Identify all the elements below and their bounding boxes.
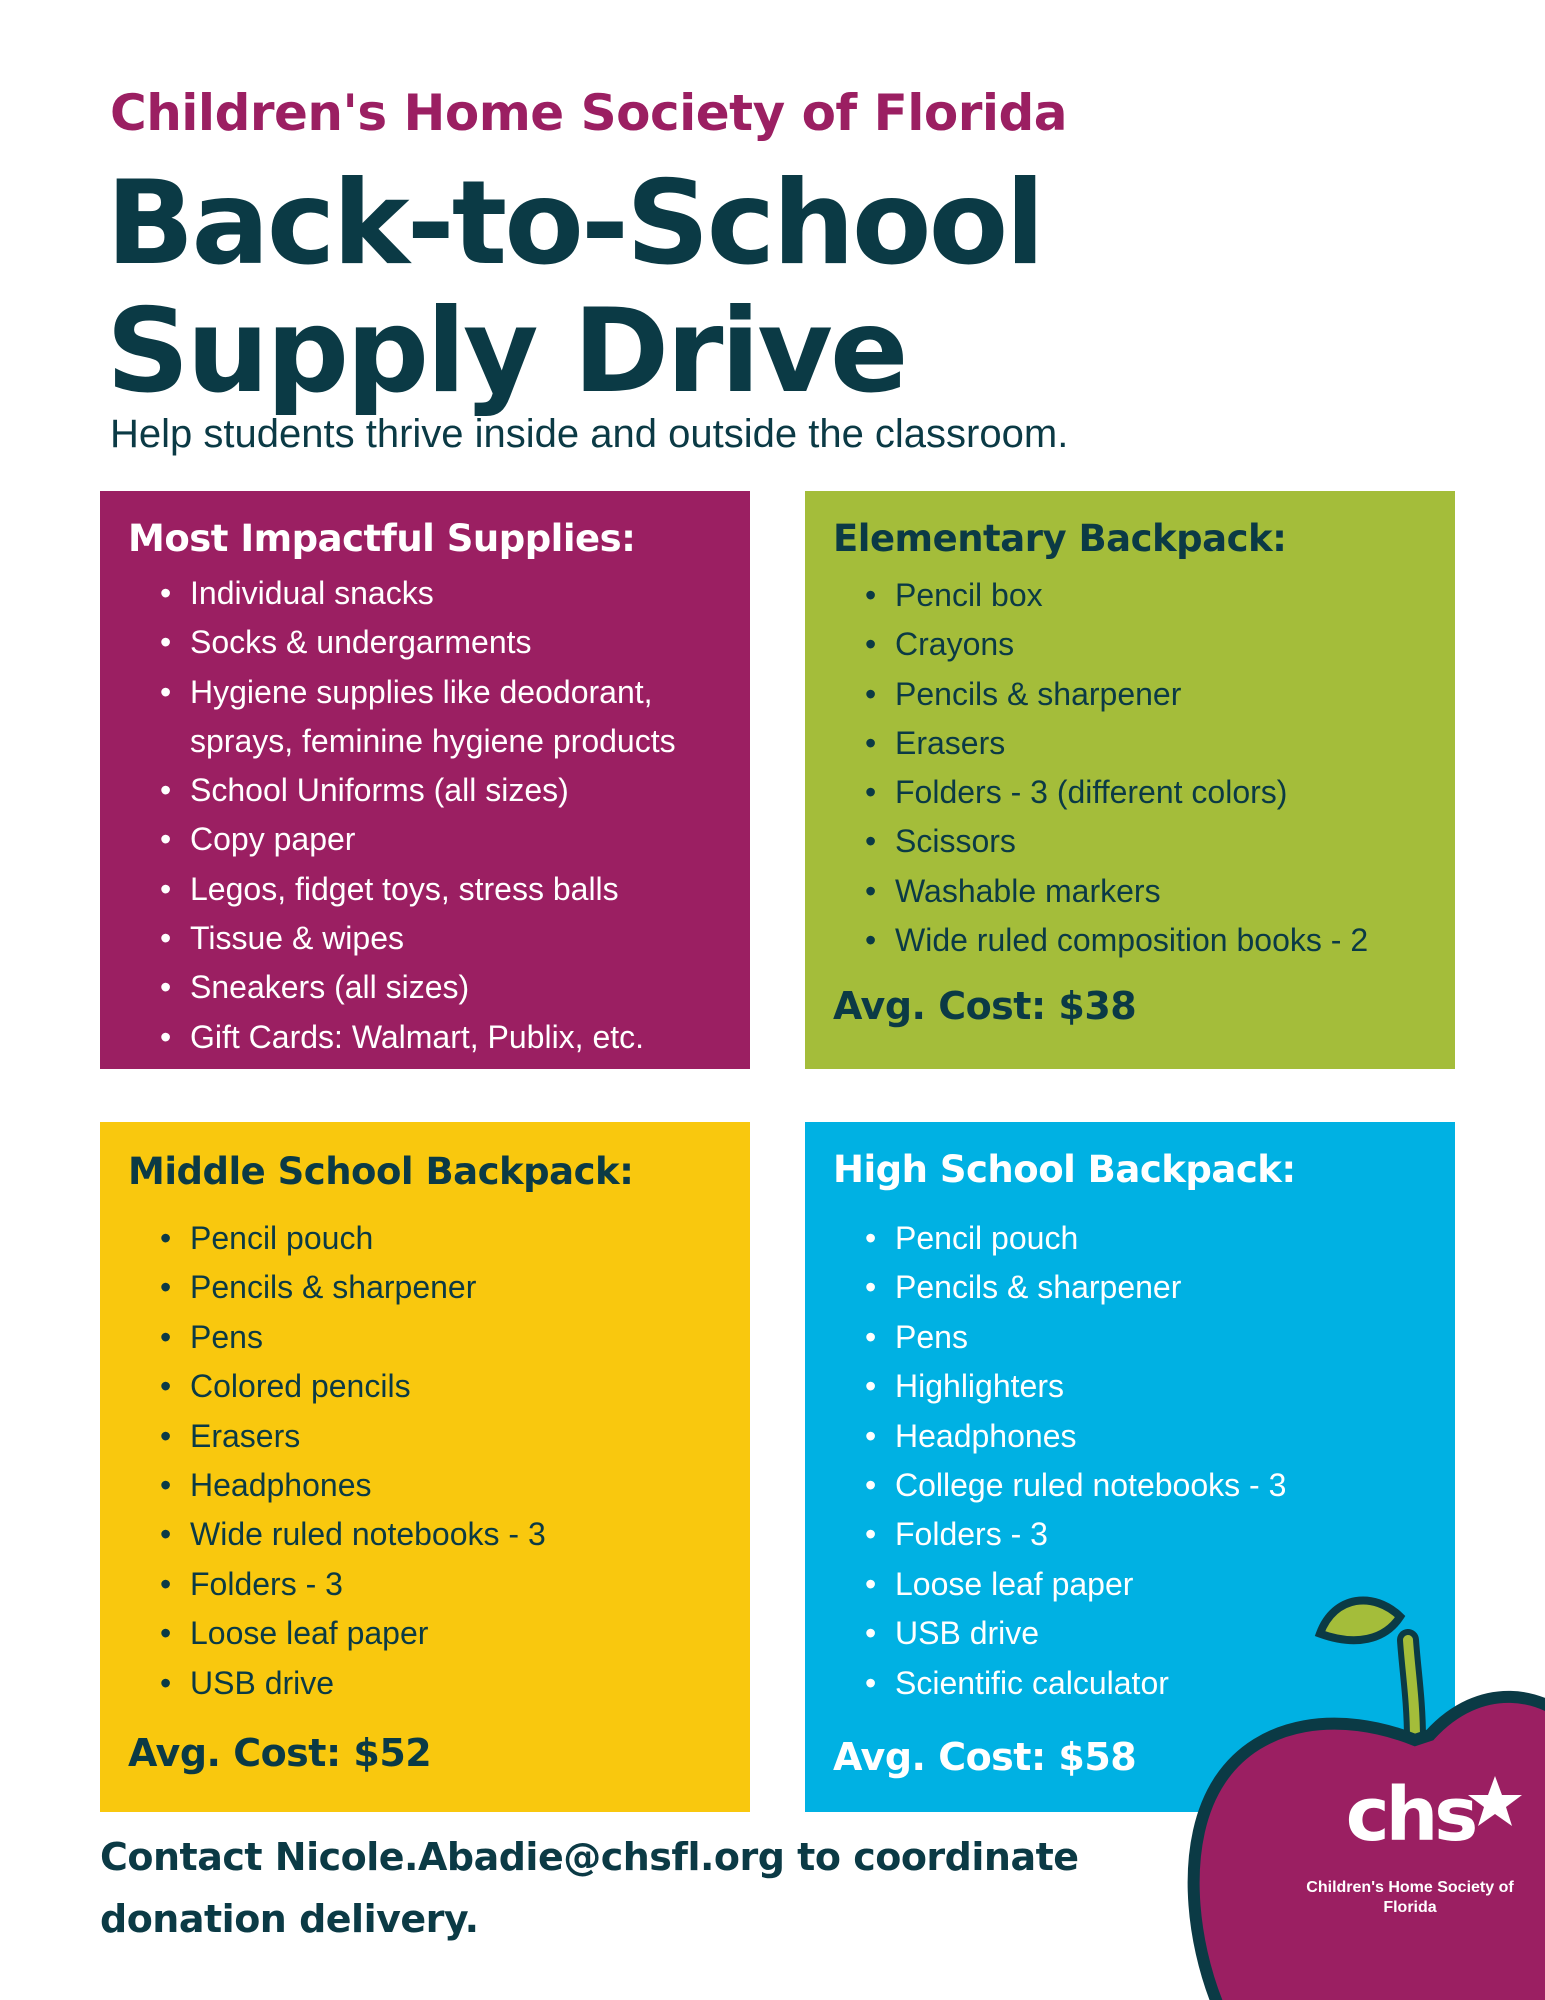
list-item: • School Uniforms (all sizes) <box>160 766 750 815</box>
list-item: • Socks & undergarments <box>160 618 750 667</box>
list-item: • Folders - 3 <box>865 1510 1286 1559</box>
list-item: • Headphones <box>865 1412 1286 1461</box>
list-item: • Highlighters <box>865 1362 1286 1411</box>
title-line-2: Supply Drive <box>106 284 906 419</box>
impactful-supplies-title: Most Impactful Supplies: <box>128 517 636 560</box>
page-title <box>106 156 1043 419</box>
list-item: • Erasers <box>865 719 1368 768</box>
apple-icon <box>1180 1540 1545 2000</box>
logo-name: Children's Home Society of Florida <box>1306 1879 1514 1916</box>
list-item: • Headphones <box>160 1461 546 1510</box>
list-item: • Pens <box>865 1313 1286 1362</box>
list-item: • Loose leaf paper <box>160 1609 546 1658</box>
list-item: • Gift Cards: Walmart, Publix, etc. <box>160 1013 750 1062</box>
page-subtitle: Help students thrive inside and outside the classroom. <box>110 412 1069 456</box>
list-item: • Pencils & sharpener <box>865 670 1368 719</box>
list-item: • Pencil pouch <box>160 1214 546 1263</box>
list-item: • Washable markers <box>865 867 1368 916</box>
list-item: • Pencil box <box>865 571 1368 620</box>
list-item: • Tissue & wipes <box>160 914 750 963</box>
list-item: • Pens <box>160 1313 546 1362</box>
elementary-backpack-box <box>805 491 1455 1069</box>
impactful-supplies-list <box>160 569 750 1062</box>
list-item: • USB drive <box>865 1609 1286 1658</box>
list-item: • Wide ruled composition books - 2 <box>865 916 1368 965</box>
middle-school-backpack-box <box>100 1122 750 1812</box>
list-item: • Copy paper <box>160 815 750 864</box>
list-item: • Crayons <box>865 620 1368 669</box>
impactful-supplies-box <box>100 491 750 1069</box>
high-school-avg-cost: Avg. Cost: $58 <box>833 1735 1137 1779</box>
high-school-backpack-title: High School Backpack: <box>833 1148 1296 1191</box>
middle-school-avg-cost: Avg. Cost: $52 <box>128 1731 432 1775</box>
middle-school-backpack-list <box>160 1214 546 1708</box>
list-item: • Loose leaf paper <box>865 1560 1286 1609</box>
list-item: • Scientific calculator <box>865 1659 1286 1708</box>
list-item: • Wide ruled notebooks - 3 <box>160 1510 546 1559</box>
org-name: Children's Home Society of Florida <box>110 84 1068 142</box>
list-item: • Sneakers (all sizes) <box>160 963 750 1012</box>
middle-school-backpack-title: Middle School Backpack: <box>128 1150 634 1193</box>
list-item: • Hygiene supplies like deodorant, sprays, feminine hygiene products <box>160 668 750 767</box>
elementary-avg-cost: Avg. Cost: $38 <box>833 984 1137 1028</box>
list-item: • Colored pencils <box>160 1362 546 1411</box>
list-item: • Erasers <box>160 1412 546 1461</box>
logo-wordmark: chs <box>1345 1772 1475 1858</box>
list-item: • Pencils & sharpener <box>160 1263 546 1312</box>
list-item: • Folders - 3 <box>160 1560 546 1609</box>
list-item: • Pencil pouch <box>865 1214 1286 1263</box>
list-item: • USB drive <box>160 1659 546 1708</box>
list-item: • Pencils & sharpener <box>865 1263 1286 1312</box>
contact-info: Contact Nicole.Abadie@chsfl.org to coordinate donation delivery. <box>100 1835 1079 1941</box>
list-item: • College ruled notebooks - 3 <box>865 1461 1286 1510</box>
list-item: • Scissors <box>865 817 1368 866</box>
title-line-1: Back-to-School <box>106 156 1043 291</box>
list-item: • Legos, fidget toys, stress balls <box>160 865 750 914</box>
elementary-backpack-list <box>865 571 1368 965</box>
list-item: • Individual snacks <box>160 569 750 618</box>
list-item: • Folders - 3 (different colors) <box>865 768 1368 817</box>
elementary-backpack-title: Elementary Backpack: <box>833 517 1287 560</box>
